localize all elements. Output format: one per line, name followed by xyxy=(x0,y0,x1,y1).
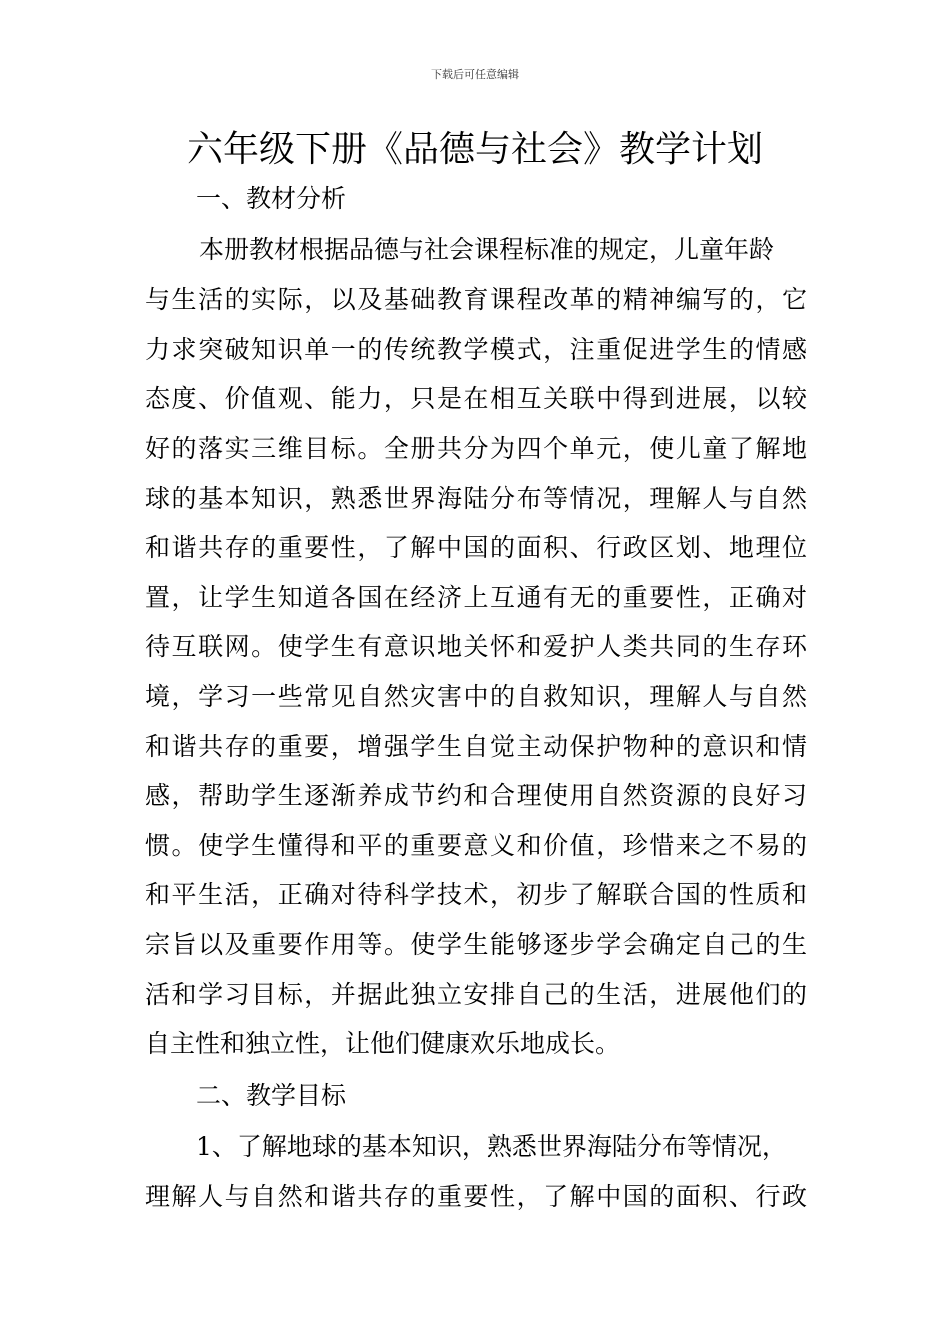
paragraph-line: 球的基本知识，熟悉世界海陆分布等情况，理解人与自然 xyxy=(145,484,807,513)
paragraph-line: 惯。使学生懂得和平的重要意义和价值，珍惜来之不易的 xyxy=(145,831,807,860)
paragraph-line: 和平生活，正确对待科学技术，初步了解联合国的性质和 xyxy=(145,880,807,909)
paragraph-line: 自主性和独立性，让他们健康欢乐地成长。 xyxy=(145,1029,621,1058)
paragraph-line: 态度、价值观、能力，只是在相互关联中得到进展，以较 xyxy=(145,384,807,413)
paragraph-line: 宗旨以及重要作用等。使学生能够逐步学会确定自己的生 xyxy=(145,930,807,959)
paragraph-line: 与生活的实际，以及基础教育课程改革的精神编写的，它 xyxy=(145,285,807,314)
paragraph-line: 好的落实三维目标。全册共分为四个单元，使儿童了解地 xyxy=(145,434,807,463)
paragraph-line: 本册教材根据品德与社会课程标准的规定，儿童年龄 xyxy=(199,235,775,264)
paragraph-line: 1、了解地球的基本知识，熟悉世界海陆分布等情况， xyxy=(196,1132,787,1161)
header-note: 下载后可任意编辑 xyxy=(431,68,519,81)
section-heading-goals: 二、教学目标 xyxy=(196,1081,347,1110)
paragraph-line: 待互联网。使学生有意识地关怀和爱护人类共同的生存环 xyxy=(145,632,807,661)
paragraph-line: 力求突破知识单一的传统教学模式，注重促进学生的情感 xyxy=(145,335,807,364)
paragraph-line: 理解人与自然和谐共存的重要性，了解中国的面积、行政 xyxy=(145,1182,807,1211)
paragraph-line: 置，让学生知道各国在经济上互通有无的重要性，正确对 xyxy=(145,583,807,612)
section-heading-materials: 一、教材分析 xyxy=(196,184,347,213)
paragraph-line: 活和学习目标，并据此独立安排自己的生活，进展他们的 xyxy=(145,980,807,1009)
document-title: 六年级下册《品德与社会》教学计划 xyxy=(186,129,763,170)
paragraph-line: 和谐共存的重要，增强学生自觉主动保护物种的意识和情 xyxy=(145,732,807,761)
paragraph-line: 感，帮助学生逐渐养成节约和合理使用自然资源的良好习 xyxy=(145,781,807,810)
paragraph-line: 和谐共存的重要性，了解中国的面积、行政区划、地理位 xyxy=(145,533,807,562)
paragraph-line: 境，学习一些常见自然灾害中的自救知识，理解人与自然 xyxy=(145,682,807,711)
